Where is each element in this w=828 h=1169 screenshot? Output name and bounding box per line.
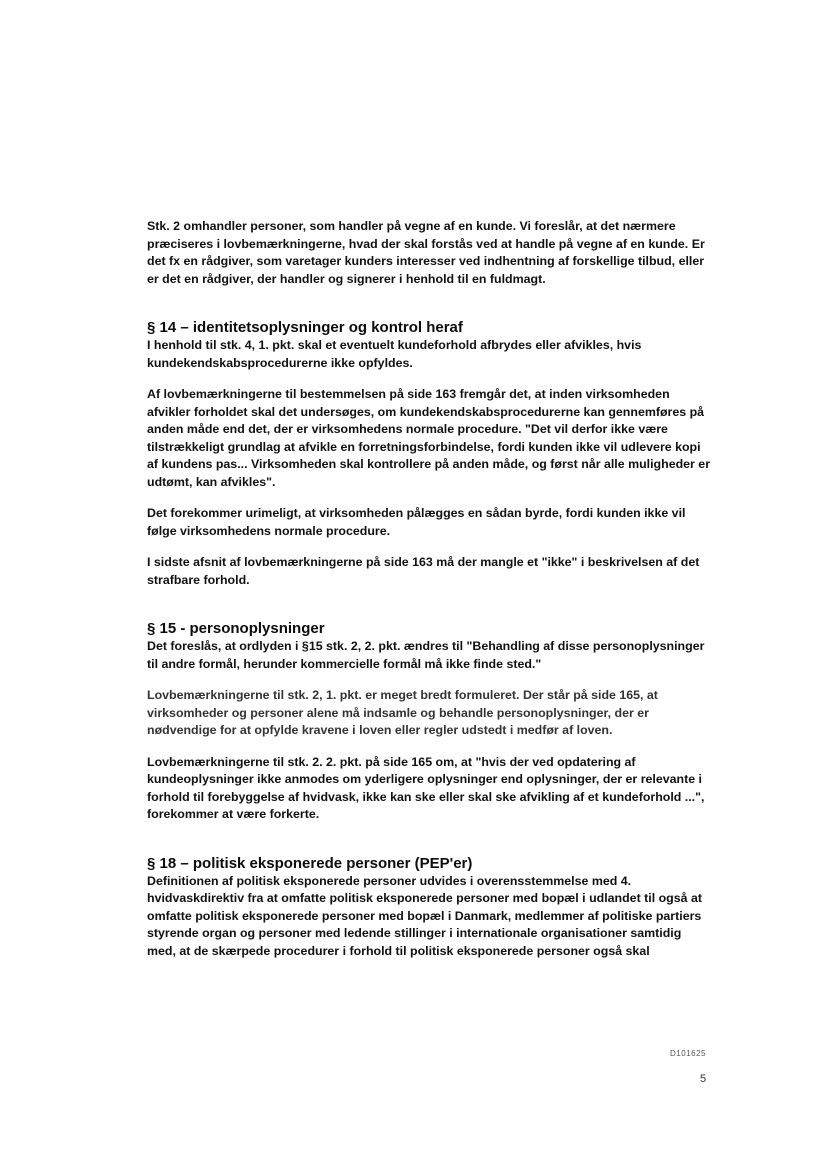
document-body: [147, 218, 713, 960]
section-15-paragraph-3: Lovbemærkningerne til stk. 2. 2. pkt. på side 165 om, at "hvis der ved opdatering af kundeoplysninger ikke anmodes om yderligere oplysninger end oplysninger, der er relevante i forhold til forebyggelse af hvidvask, ikke kan ske eller skal ske afvikling af et kundeforhold ...", forekommer at være forkerte.: [147, 754, 705, 821]
section-14-paragraph-1: I henhold til stk. 4, 1. pkt. skal et eventuelt kundeforhold afbrydes eller afvikles, hvis kundekendskabsprocedurerne ikke opfyldes.: [147, 338, 642, 370]
paragraph-stk2: Stk. 2 omhandler personer, som handler på vegne af en kunde. Vi foreslår, at det nærmere præciseres i lovbemærkningerne, hvad der skal forstås ved at handle på vegne af en kunde. Er det fx en rådgiver, som varetager kunders interesser ved indhentning af forskellige tilbud, eller er det en rådgiver, der handler og signerer i henhold til en fuldmagt.: [147, 219, 705, 286]
document-id: D101625: [670, 1049, 706, 1058]
section-14-paragraph-2: Af lovbemærkningerne til bestemmelsen på side 163 fremgår det, at inden virksomheden afvikler forholdet skal det undersøges, om kundekendskabsprocedurerne kan gennemføres på anden måde end det, der er virksomhedens normale procedure. "Det vil derfor ikke være tilstrækkeligt grundlag at afvikle en forretningsforbindelse, fordi kunden ikke vil udlevere kopi af kundens pas... Virksomheden skal kontrollere på anden måde, og først når alle muligheder er udtømt, kan afvikles".: [147, 387, 711, 489]
section-18-paragraph-1: Definitionen af politisk eksponerede personer udvides i overensstemmelse med 4. hvidvaskdirektiv fra at omfatte politisk eksponerede personer med bopæl i udlandet til også at omfatte politisk eksponerede personer med bopæl i Danmark, medlemmer af politiske partiers styrende organ og personer med ledende stillinger i internationale organisationer samtidig med, at de skærpede procedurer i forhold til politisk eksponerede personer også skal: [147, 873, 702, 958]
page-number: 5: [700, 1073, 707, 1085]
section-14-paragraph-4: I sidste afsnit af lovbemærkningerne på side 163 må der mangle et "ikke" i beskrivelsen af det strafbare forhold.: [147, 555, 700, 587]
section-15-paragraph-2: Lovbemærkningerne til stk. 2, 1. pkt. er meget bredt formuleret. Der står på side 165, at virksomheder og personer alene må indsamle og behandle personoplysninger, der er nødvendige for at opfylde kravene i loven eller regler udstedt i medfør af loven.: [147, 688, 658, 737]
section-15-heading: § 15 - personoplysninger: [147, 620, 325, 637]
section-18-heading: § 18 – politisk eksponerede personer (PEP'er): [147, 854, 473, 872]
section-15-paragraph-1: Det foreslås, at ordlyden i §15 stk. 2, 2. pkt. ændres til "Behandling af disse personoplysninger til andre formål, herunder kommercielle formål må ikke finde sted.": [147, 639, 705, 671]
section-14-heading: § 14 – identitetsoplysninger og kontrol heraf: [147, 319, 463, 336]
section-14-paragraph-3: Det forekommer urimeligt, at virksomheden pålægges en sådan byrde, fordi kunden ikke vil følge virksomhedens normale procedure.: [147, 506, 686, 538]
